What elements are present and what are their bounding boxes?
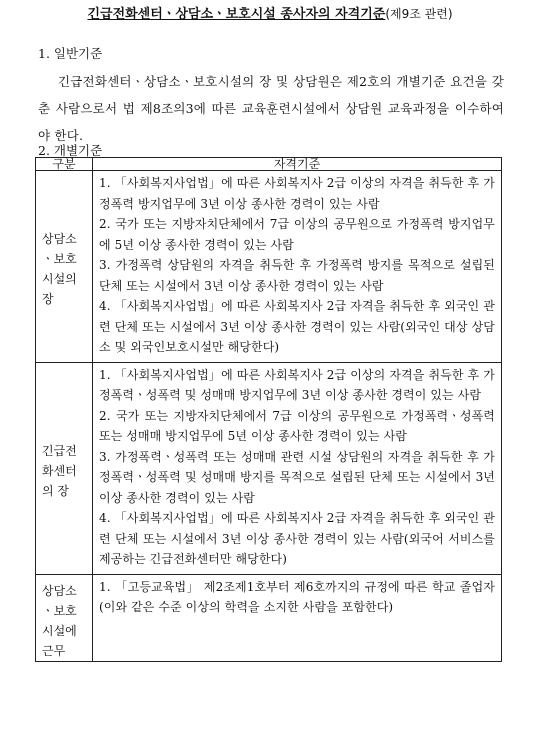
title-note: (제9조 관련) bbox=[385, 7, 453, 21]
table-row bbox=[36, 171, 502, 363]
table-row bbox=[36, 574, 502, 661]
general-text: 긴급전화센터ㆍ상담소ㆍ보호시설의 장 및 상담원은 제2호의 개별기준 요건을 갖춘 사람으로서 법 제8조의3에 따른 교육훈련시설에서 상담원 교육과정을 이수하여야 한다. bbox=[38, 74, 504, 143]
category-label: 상담소ㆍ보호시설의 장 bbox=[42, 232, 77, 307]
table-row bbox=[36, 362, 502, 574]
column-header: 구분 bbox=[36, 158, 93, 171]
criteria-cell bbox=[93, 171, 502, 363]
category-label: 긴급전화센터의 장 bbox=[42, 444, 77, 498]
general-heading: 1. 일반기준 bbox=[38, 46, 103, 61]
qualification-table bbox=[35, 157, 502, 662]
criteria-item: 1. 「사회복지사업법」에 따른 사회복지사 2급 이상의 자격을 취득한 후 가정폭력 방지업무에 3년 이상 종사한 경력이 있는 사람 bbox=[99, 176, 495, 211]
criteria-item: 1. 「사회복지사업법」에 따른 사회복지사 2급 이상의 자격을 취득한 후 가정폭력ㆍ성폭력 및 성매매 방지업무에 3년 이상 종사한 경력이 있는 사람 bbox=[99, 367, 495, 402]
document-title bbox=[0, 3, 540, 22]
criteria-item: 2. 국가 또는 지방자치단체에서 7급 이상의 공무원으로 가정폭력ㆍ성폭력 또는 성매매 방지업무에 5년 이상 종사한 경력이 있는 사람 bbox=[99, 408, 495, 443]
criteria-cell bbox=[93, 574, 502, 661]
criteria-cell bbox=[93, 362, 502, 574]
column-header: 자격기준 bbox=[93, 158, 502, 171]
category-cell bbox=[36, 171, 93, 363]
category-cell bbox=[36, 362, 93, 574]
criteria-item: 4. 「사회복지사업법」에 따른 사회복지사 2급 자격을 취득한 후 외국인 관련 단체 또는 시설에서 3년 이상 종사한 경력이 있는 사람(외국인 대상 상담소 및 외국인보호시설만 해당한다) bbox=[99, 299, 495, 354]
specific-heading: 2. 개별기준 bbox=[38, 143, 103, 158]
criteria-item: 4. 「사회복지사업법」에 따른 사회복지사 2급 자격을 취득한 후 외국인 관련 단체 또는 시설에서 3년 이상 종사한 경력이 있는 사람(외국어 서비스를 제공하는 긴급전화센터만 해당한다) bbox=[99, 511, 495, 566]
table-header-row bbox=[36, 158, 502, 171]
title-main: 긴급전화센터ㆍ상담소ㆍ보호시설 종사자의 자격기준 bbox=[87, 7, 386, 22]
criteria-item: 2. 국가 또는 지방자치단체에서 7급 이상의 공무원으로 가정폭력 방지업무에 5년 이상 종사한 경력이 있는 사람 bbox=[99, 217, 495, 252]
criteria-item: 1. 「고등교육법」 제2조제1호부터 제6호까지의 규정에 따른 학교 졸업자(이와 같은 수준 이상의 학력을 소지한 사람을 포함한다) bbox=[99, 579, 495, 614]
category-cell bbox=[36, 574, 93, 661]
criteria-item: 3. 가정폭력ㆍ성폭력 또는 성매매 관련 시설 상담원의 자격을 취득한 후 가정폭력ㆍ성폭력 및 성매매 방지를 목적으로 설립된 단체 또는 시설에서 3년 이상 종사한 경력이 있는 사람 bbox=[99, 449, 495, 505]
criteria-item: 3. 가정폭력 상담원의 자격을 취득한 후 가정폭력 방지를 목적으로 설립된 단체 또는 시설에서 3년 이상 종사한 경력이 있는 사람 bbox=[99, 258, 495, 293]
category-label: 상담소ㆍ보호시설에 근무 bbox=[42, 583, 77, 658]
